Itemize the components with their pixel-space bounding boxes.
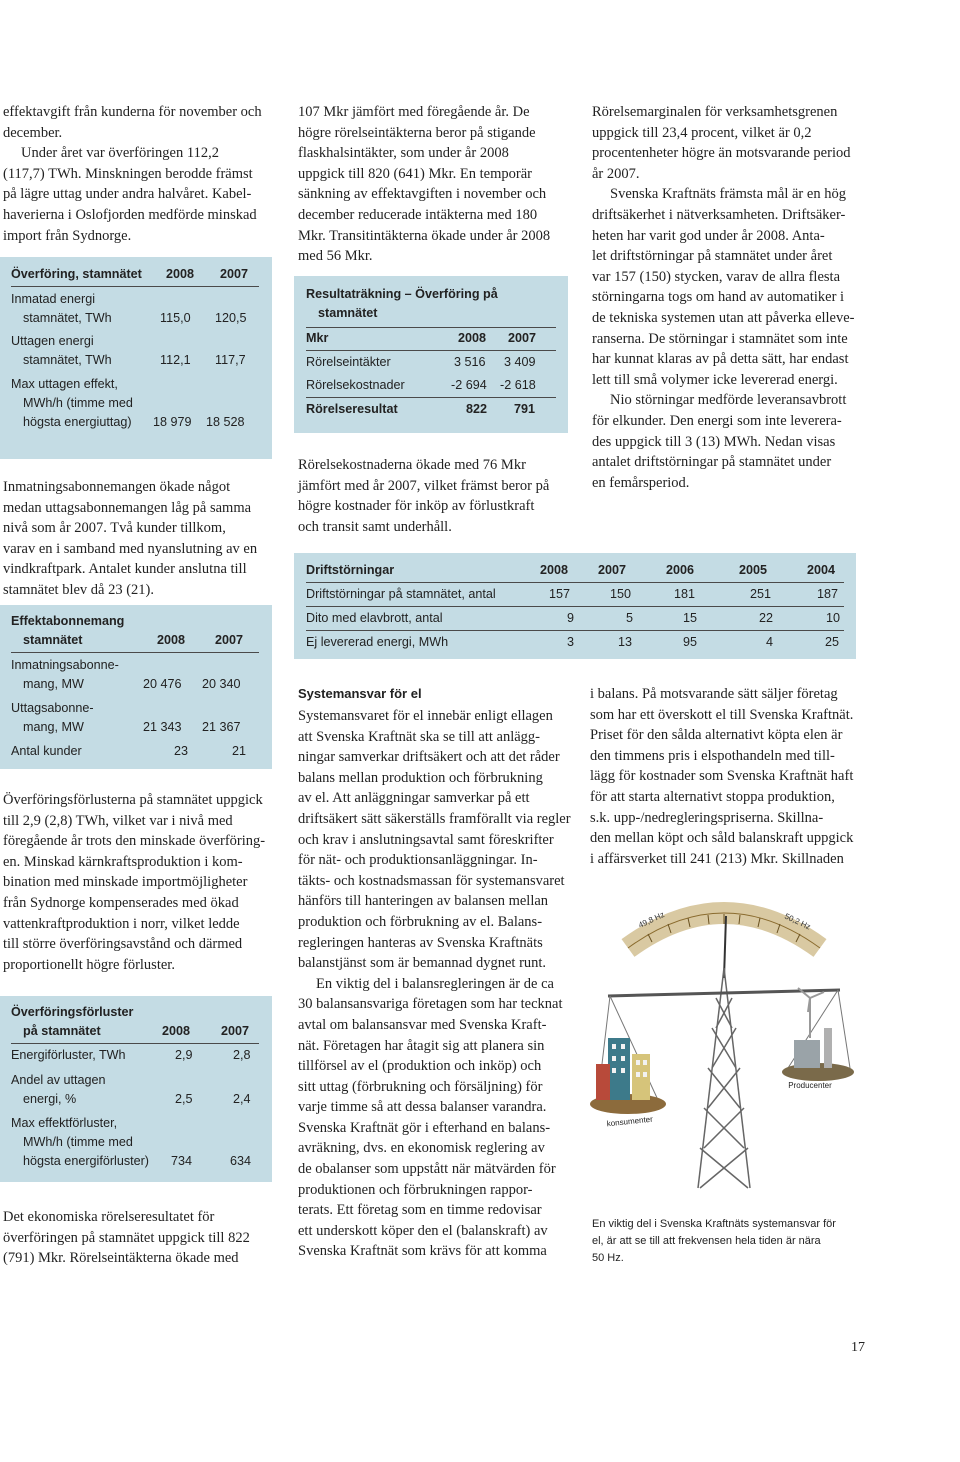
table-year: 2008 bbox=[157, 633, 186, 647]
row-label: Max uttagen effekt, bbox=[11, 377, 118, 391]
table-year: 2004 bbox=[807, 563, 836, 577]
table-rule bbox=[306, 630, 844, 631]
row-label: energi, % bbox=[23, 1092, 77, 1106]
value: 21 343 bbox=[143, 720, 182, 734]
row-label: Antal kunder bbox=[11, 744, 82, 758]
value: 150 bbox=[610, 587, 632, 601]
table-driftstorningar bbox=[294, 553, 856, 659]
text-line: terats. Ett företag som en timme redovisar bbox=[298, 1202, 542, 1219]
value: 734 bbox=[171, 1154, 193, 1168]
table-effektabonnemang bbox=[0, 605, 272, 769]
value: -2 618 bbox=[500, 378, 536, 392]
text-line: let driftstörningar på stamnätet under året bbox=[592, 248, 833, 265]
text-line: des uppgick till 3 (13) MWh. Nedan visas bbox=[592, 433, 836, 450]
value: 20 340 bbox=[202, 677, 241, 691]
value: 2,9 bbox=[175, 1048, 193, 1062]
table-rule bbox=[11, 652, 259, 653]
text-line: var 157 (150) stycken, varav de allra flesta bbox=[592, 268, 841, 285]
caption-line: En viktig del i Svenska Kraftnäts systemansvar för bbox=[592, 1218, 836, 1230]
text-line: 30 balansansvariga företagen som har tecknat bbox=[298, 996, 563, 1013]
text-line: december. bbox=[3, 124, 63, 141]
text-line: stamnätet blev då 23 (21). bbox=[3, 581, 154, 598]
text-line: bination med minskade importmöjligheter bbox=[3, 874, 248, 891]
text-line: s.k. upp-/nedregleringspriserna. Skillna- bbox=[590, 809, 824, 826]
text-line: år 2007. bbox=[592, 165, 640, 182]
value: 2,8 bbox=[233, 1048, 251, 1062]
row-label: Rörelseintäkter bbox=[306, 355, 391, 369]
row-label: Uttagen energi bbox=[11, 334, 94, 348]
row-label: Uttagsabonne- bbox=[11, 701, 94, 715]
consumers-label: konsumenter bbox=[606, 1114, 654, 1129]
text-line: driftsäkert sätt säkerställs framförallt via regler bbox=[298, 810, 571, 827]
text-line: täkts- och kostnadsmassan för systemansvaret bbox=[298, 872, 565, 889]
text-line: avtal om balansansvar med Svenska Kraft- bbox=[298, 1016, 547, 1033]
value: 117,7 bbox=[215, 353, 246, 367]
text-line: balanstjänst som är bemannad dygnet runt. bbox=[298, 955, 547, 972]
text-line: högre rörelseintäkterna beror på stigande bbox=[298, 124, 536, 141]
value: 13 bbox=[618, 635, 633, 649]
table-header: Överföringsförluster bbox=[11, 1005, 134, 1019]
text-line: som har ett överskott el till Svenska Kraftnät. bbox=[590, 706, 854, 723]
value: 181 bbox=[674, 587, 696, 601]
value: 112,1 bbox=[160, 353, 191, 367]
row-label: Dito med elavbrott, antal bbox=[306, 611, 443, 625]
table-rule bbox=[306, 327, 556, 328]
table-year: 2008 bbox=[458, 331, 487, 345]
value: 5 bbox=[626, 611, 634, 625]
text-line: för nät- och produktionsanläggningar. In- bbox=[298, 852, 538, 869]
value: 634 bbox=[230, 1154, 252, 1168]
gauge-label-high: 50,2 Hz bbox=[783, 911, 812, 932]
text-line: jämfört med år 2007, vilket främst beror på bbox=[298, 477, 550, 494]
table-rule bbox=[11, 286, 259, 287]
table-year: 2007 bbox=[221, 1024, 250, 1038]
caption-line: 50 Hz. bbox=[592, 1252, 624, 1264]
col1-paragraph-4 bbox=[3, 1207, 275, 1269]
systemansvar-text bbox=[298, 706, 580, 1262]
text-line: lägg för kostnader som Svenska Kraftnät haft bbox=[590, 768, 854, 785]
balance-scale-image bbox=[588, 888, 860, 1206]
text-line: de tekniska systemen utan att påverka elleve- bbox=[592, 309, 855, 326]
table-unit: Mkr bbox=[306, 331, 329, 345]
table-year: 2007 bbox=[215, 633, 244, 647]
text-line: i affärsverket till 241 (213) Mkr. Skillnaden bbox=[590, 850, 844, 867]
row-label: högsta energiuttag) bbox=[23, 415, 132, 429]
col1-paragraph-3 bbox=[3, 790, 275, 975]
text-line: för att starta alternativt stoppa produktion, bbox=[590, 788, 835, 805]
table-resultatrakning bbox=[294, 276, 568, 433]
balance-scale-illustration bbox=[588, 888, 860, 1206]
row-label: stamnätet, TWh bbox=[23, 311, 112, 325]
text-line: effektavgift från kunderna för november och bbox=[3, 104, 262, 120]
text-line: Under året var överföringen 112,2 bbox=[21, 145, 219, 162]
text-line: att Svenska Kraftnät ska se till att anlägg- bbox=[298, 728, 540, 745]
text-line: driftsäkerhet i nätverksamheten. Driftsäker- bbox=[592, 206, 846, 223]
table-header: Effektabonnemang bbox=[11, 614, 125, 628]
text-line: Svenska Kraftnät gör i efterhand en balans- bbox=[298, 1119, 551, 1136]
table-year: 2007 bbox=[598, 563, 627, 577]
col1-paragraph-2 bbox=[3, 477, 275, 601]
text-line: proportionellt högre förluster. bbox=[3, 956, 175, 973]
text-line: de obalanser som uppstått när mätvärden för bbox=[298, 1161, 556, 1178]
table-overforingsforluster bbox=[0, 996, 272, 1182]
text-line: sitt uttag (förbrukning och försäljning) för bbox=[298, 1078, 543, 1095]
row-label: stamnätet, TWh bbox=[23, 353, 112, 367]
row-label: mang, MW bbox=[23, 720, 84, 734]
row-label: MWh/h (timme med bbox=[23, 396, 133, 410]
text-line: procentenheter högre än motsvarande period bbox=[592, 145, 851, 162]
text-line: överföringen på stamnätet uppgick till 822 bbox=[3, 1229, 250, 1246]
col2-paragraph-1 bbox=[298, 102, 576, 267]
text-line: Mkr. Transitintäkterna ökade under år 2008 bbox=[298, 227, 551, 244]
value: 251 bbox=[750, 587, 772, 601]
col2-paragraph-2 bbox=[298, 455, 576, 537]
value: 2,5 bbox=[175, 1092, 193, 1106]
text-line: (791) Mkr. Rörelseintäkterna ökade med bbox=[3, 1250, 239, 1267]
row-label: Max effektförluster, bbox=[11, 1116, 118, 1130]
text-line: import från Sydnorge. bbox=[3, 227, 132, 244]
row-label: mang, MW bbox=[23, 677, 84, 691]
value: 2,4 bbox=[233, 1092, 251, 1106]
col3-lower-text bbox=[590, 684, 872, 869]
text-line: Överföringsförlusterna på stamnätet uppgick bbox=[3, 792, 263, 808]
text-line: 107 Mkr jämfört med föregående år. De bbox=[298, 104, 530, 120]
text-line: den mellan köpt och såld balanskraft uppgick bbox=[590, 830, 854, 847]
text-line: hänförs till hanteringen av balansen mellan bbox=[298, 893, 549, 910]
text-line: antalet driftstörningar på stamnätet under bbox=[592, 454, 832, 471]
value: 822 bbox=[466, 402, 488, 416]
text-line: Svenska Kraftnäts främsta mål är en hög bbox=[610, 186, 846, 203]
text-line: ranserna. De störningar i stamnätet som inte bbox=[592, 330, 848, 347]
gauge-label-low: 49,8 Hz bbox=[637, 910, 666, 930]
text-line: en. Minskad kärnkraftsproduktion i kom- bbox=[3, 853, 243, 870]
text-line: regleringen hanteras av Svenska Kraftnäts bbox=[298, 934, 543, 951]
text-line: från Sydnorge kompenserades med ökad bbox=[3, 894, 239, 911]
text-line: en femårsperiod. bbox=[592, 474, 690, 491]
text-line: nivå som år 2007. Två kunder tillkom, bbox=[3, 520, 226, 537]
table-rule bbox=[306, 582, 844, 583]
text-line: Priset för den sålda alternativt köpta elen är bbox=[590, 727, 843, 744]
text-line: varje timme så att dessa balanser varandra. bbox=[298, 1099, 547, 1116]
value: 21 367 bbox=[202, 720, 241, 734]
table-year: 2008 bbox=[540, 563, 569, 577]
value: 187 bbox=[817, 587, 839, 601]
table-year: 2005 bbox=[739, 563, 768, 577]
col3-text bbox=[592, 102, 872, 493]
text-line: medan uttagsabonnemangen låg på samma bbox=[3, 499, 252, 516]
text-line: föregående år trots den minskade överföring- bbox=[3, 833, 266, 850]
value: 15 bbox=[683, 611, 698, 625]
value: 9 bbox=[567, 611, 575, 625]
text-line: nät. Företagen har åtagit sig att planera sin bbox=[298, 1037, 545, 1054]
producers-label: Producenter bbox=[788, 1081, 832, 1090]
value: 95 bbox=[683, 635, 698, 649]
text-line: flaskhalsintäkter, som under år 2008 bbox=[298, 145, 509, 162]
text-line: produktion och förbrukning av el. Balans- bbox=[298, 913, 543, 930]
table-year: 2008 bbox=[166, 267, 195, 281]
table-header: Driftstörningar bbox=[306, 563, 395, 577]
table-year: 2006 bbox=[666, 563, 695, 577]
text-line: Nio störningar medförde leveransavbrott bbox=[610, 392, 847, 409]
value: 4 bbox=[766, 635, 774, 649]
page-number: 17 bbox=[851, 1340, 865, 1355]
text-line: tillförsel av el (produktion och inköp) och bbox=[298, 1058, 542, 1075]
text-line: störningarna togs om hand av automatiker i bbox=[592, 289, 845, 306]
row-label: Ej levererad energi, MWh bbox=[306, 635, 449, 649]
value: 22 bbox=[759, 611, 774, 625]
text-line: varav en i samband med nyanslutning av en bbox=[3, 540, 258, 557]
text-line: Svenska Kraftnät som krävs för att komma bbox=[298, 1243, 547, 1260]
row-label: Energiförluster, TWh bbox=[11, 1048, 126, 1062]
text-line: ett underskott köper den el (balanskraft) av bbox=[298, 1222, 548, 1239]
value: 157 bbox=[549, 587, 571, 601]
value: 18 528 bbox=[206, 415, 245, 429]
value: 120,5 bbox=[215, 311, 247, 325]
text-line: Systemansvaret för el innebär enligt ellagen bbox=[298, 708, 553, 724]
text-line: Rörelsekostnaderna ökade med 76 Mkr bbox=[298, 457, 526, 473]
row-label: Inmatad energi bbox=[11, 292, 96, 306]
text-line: sänkning av effektavgiften i november och bbox=[298, 186, 547, 203]
value: 3 bbox=[567, 635, 575, 649]
figure-caption bbox=[592, 1216, 864, 1267]
text-line: (117,7) TWh. Minskningen berodde främst bbox=[3, 165, 253, 182]
text-line: för elkunder. Den energi som inte levererа- bbox=[592, 412, 842, 429]
text-line: avräkning, dvs. en ekonomisk reglering av bbox=[298, 1140, 545, 1157]
table-header: på stamnätet bbox=[23, 1024, 101, 1038]
text-line: och krav i anslutningsavtal samt föreskrifter bbox=[298, 831, 554, 848]
value: 21 bbox=[232, 744, 247, 758]
text-line: produktionen och förbrukningen rappor- bbox=[298, 1181, 533, 1198]
text-line: ningar samverkar driftsäkert och att det råder bbox=[298, 749, 560, 766]
text-line: En viktig del i balansregleringen är de ca bbox=[316, 975, 554, 992]
text-line: uppgick till 23,4 procent, vilket är 0,2 bbox=[592, 124, 812, 141]
text-line: vattenkraftproduktion i norr, vilket ledde bbox=[3, 915, 240, 932]
table-header: Resultaträkning – Överföring på bbox=[306, 287, 498, 301]
table-year: 2008 bbox=[162, 1024, 191, 1038]
text-line: uppgick till 820 (641) Mkr. En temporär bbox=[298, 165, 532, 182]
table-rule bbox=[306, 397, 556, 398]
value: 23 bbox=[174, 744, 189, 758]
col1-paragraph-1 bbox=[3, 102, 275, 246]
table-header: Överföring, stamnätet bbox=[11, 267, 142, 281]
table-rule bbox=[11, 1043, 259, 1044]
text-line: på lägre uttag under andra halvåret. Kabel- bbox=[3, 186, 252, 203]
value: 25 bbox=[825, 635, 840, 649]
text-line: till 2,9 (2,8) TWh, vilket var i nivå med bbox=[3, 812, 233, 829]
text-line: till större överföringsavstånd och därmed bbox=[3, 936, 243, 953]
text-line: vindkraftpark. Antalet kunder anslutna till bbox=[3, 561, 247, 578]
value: 18 979 bbox=[153, 415, 192, 429]
text-line: lett till små volymer icke levererad energi. bbox=[592, 371, 838, 388]
value: 20 476 bbox=[143, 677, 182, 691]
table-year: 2007 bbox=[220, 267, 249, 281]
caption-line: el, är att se till att frekvensen hela tiden är nära bbox=[592, 1235, 821, 1247]
text-line: haverierna i Oslofjorden medförde minskad bbox=[3, 206, 257, 223]
value: 10 bbox=[826, 611, 841, 625]
text-line: har kunnat klaras av på detta sätt, har endast bbox=[592, 351, 849, 368]
row-label: högsta energiförluster) bbox=[23, 1154, 150, 1168]
text-line: Rörelsemarginalen för verksamhetsgrenen bbox=[592, 104, 838, 120]
section-heading-systemansvar: Systemansvar för el bbox=[298, 686, 422, 701]
text-line: med 56 Mkr. bbox=[298, 248, 373, 265]
text-line: balans mellan produktion och förbrukning bbox=[298, 769, 543, 786]
row-label: Andel av uttagen bbox=[11, 1073, 106, 1087]
row-label: Rörelsekostnader bbox=[306, 378, 405, 392]
text-line: december reducerade intäkterna med 180 bbox=[298, 206, 538, 223]
text-line: Det ekonomiska rörelseresultatet för bbox=[3, 1209, 215, 1225]
table-rule bbox=[306, 350, 556, 351]
text-line: den timmens pris i elspothandeln med till- bbox=[590, 747, 835, 764]
row-label: Rörelseresultat bbox=[306, 402, 398, 416]
table-rule bbox=[306, 606, 844, 607]
row-label: Driftstörningar på stamnätet, antal bbox=[306, 587, 496, 601]
value: 3 516 bbox=[454, 355, 486, 369]
text-line: heten har varit god under år 2008. Anta- bbox=[592, 227, 825, 244]
row-label: MWh/h (timme med bbox=[23, 1135, 133, 1149]
text-line: högre kostnader för inköp av förlustkraft bbox=[298, 498, 535, 515]
table-overforing bbox=[0, 257, 272, 459]
text-line: av el. Att anläggningar samverkar på ett bbox=[298, 790, 530, 807]
table-year: 2007 bbox=[508, 331, 537, 345]
value: 3 409 bbox=[504, 355, 536, 369]
table-header: stamnätet bbox=[23, 633, 83, 647]
text-line: och transit samt underhåll. bbox=[298, 518, 452, 535]
text-line: Inmatningsabonnemangen ökade något bbox=[3, 479, 231, 495]
table-header: stamnätet bbox=[318, 306, 378, 320]
value: 791 bbox=[514, 402, 536, 416]
value: -2 694 bbox=[451, 378, 487, 392]
value: 115,0 bbox=[160, 311, 191, 325]
text-line: i balans. På motsvarande sätt säljer företag bbox=[590, 686, 838, 702]
row-label: Inmatningsabonne- bbox=[11, 658, 119, 672]
